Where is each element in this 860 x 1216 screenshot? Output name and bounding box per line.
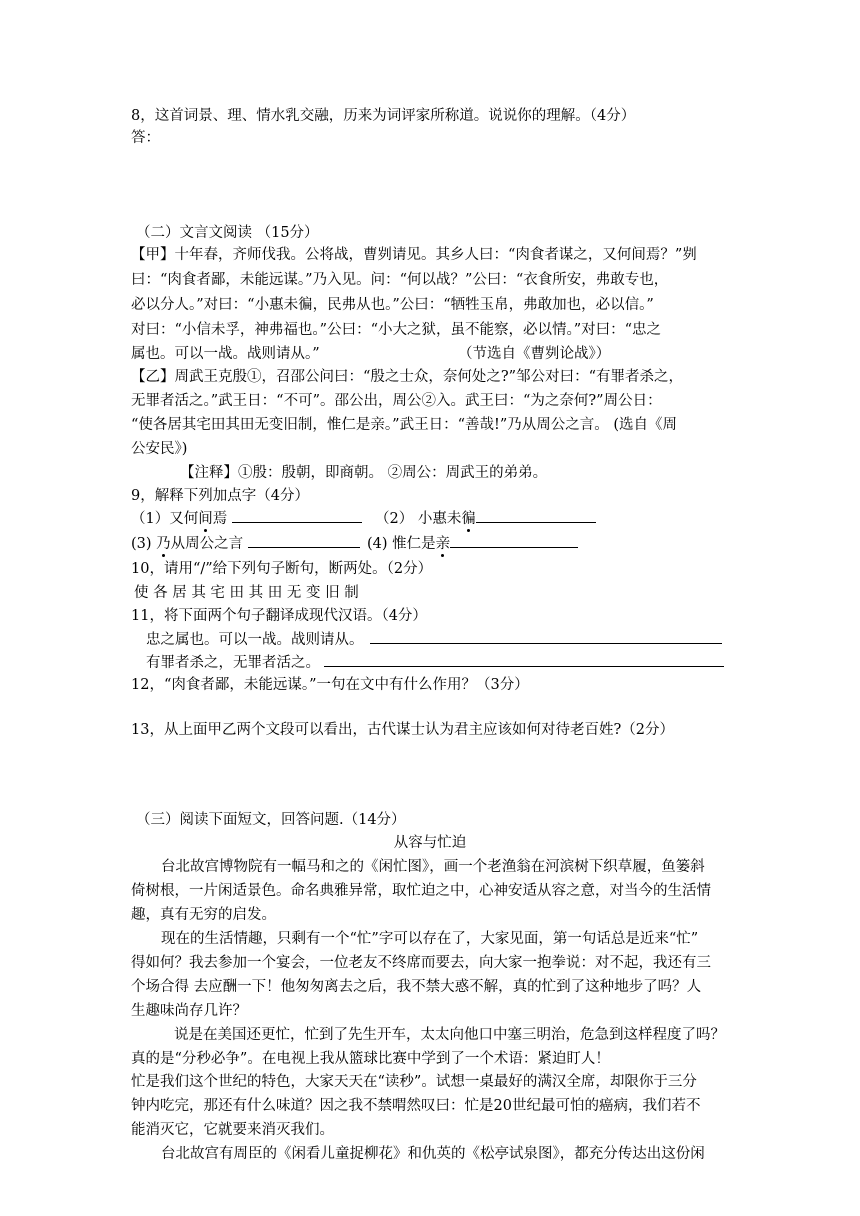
essay-line: 生趣味尚存几许？: [131, 1003, 247, 1019]
question-10: 10，请用“/”给下列句子断句，断两处。（2分）: [131, 561, 433, 577]
passage-jia-line: 必以分人。”对曰：“小惠未徧，民弗从也。”公曰：“牺牲玉帛，弗敢加也，必以信。”: [131, 297, 654, 313]
essay-line: 台北故宫有周臣的《闲看儿童捉柳花》和仇英的《松亭试泉图》，都充分传达出这份闲: [161, 1146, 705, 1162]
essay-line: 现在的生活情趣，只剩有一个“忙”字可以存在了，大家见面，第一句话总是近来“忙”: [161, 931, 699, 947]
question-9: 9，解释下列加点字（4分）: [131, 488, 309, 504]
dotted-char: 乃: [156, 536, 171, 552]
q9-item-2: （2） 小惠未徧: [375, 508, 596, 530]
question-12: 12，“肉食者鄙，未能远谋。”一句在文中有什么作用？（3分）: [131, 677, 529, 693]
passage-jia-line: 属也。可以一战。战则请从。”: [131, 346, 320, 362]
q10-sentence: 使 各 居 其 宅 田 其 田 无 变 旧 制: [134, 585, 359, 601]
answer-blank[interactable]: [232, 508, 362, 523]
essay-line: 倚树根，一片闲适景色。命名典雅异常，取忙迫之中，心神安适从容之意，对当今的生活情: [131, 883, 711, 899]
q9-item-3: (3) 乃从周公之言: [131, 533, 360, 555]
q11-sentence-1: 忠之属也。可以一战。战则请从。: [146, 629, 722, 651]
question-8: 8，这首词景、理、情水乳交融，历来为词评家所称道。说说你的理解。（4分）: [131, 108, 636, 124]
section-3-heading: （三）阅读下面短文，回答问题.（14分）: [136, 812, 406, 828]
essay-line: 得如何？我去参加一个宴会，一位老友不终席而要去，向大家一抱拳说：对不起，我还有三: [131, 955, 711, 971]
essay-line: 说是在美国还更忙，忙到了先生开车，太太向他口中塞三明治，危急到这样程度了吗？: [174, 1027, 725, 1043]
answer-label: 答：: [131, 130, 160, 146]
q11-sentence-2: 有罪者杀之，无罪者活之。: [146, 652, 724, 674]
answer-blank[interactable]: [450, 533, 578, 548]
question-13: 13，从上面甲乙两个文段可以看出，古代谋士认为君主应该如何对待老百姓?（2分）: [131, 722, 674, 738]
passage-jia-line: 【甲】十年春，齐师伐我。公将战，曹刿请见。其乡人曰：“肉食者谋之，又何间焉？”刿: [131, 247, 697, 263]
annotation-note: 【注释】①殷：殷朝，即商朝。 ②周公：周武王的弟弟。: [180, 465, 548, 481]
passage-yi-line: 无罪者活之。”武王日：“不可”。邵公出，周公②入。武王曰：“为之奈何?”周公日：: [131, 393, 662, 409]
answer-blank[interactable]: [324, 652, 724, 667]
answer-blank[interactable]: [248, 533, 360, 548]
passage-yi-line: “使各居其宅田其田无变旧制，惟仁是亲。”武王日：“善哉!”乃从周公之言。 (选自《周: [131, 417, 677, 433]
passage-jia-source: （节选自《曹刿论战》）: [458, 346, 611, 362]
answer-blank[interactable]: [476, 508, 596, 523]
passage-yi-line: 【乙】周武王克殷①，召邵公问曰：“殷之士众，奈何处之?”邹公对曰：“有罪者杀之，: [131, 369, 684, 385]
essay-line: 钟内吃完，那还有什么味道？因之我不禁喟然叹曰：忙是20世纪最可怕的癌病，我们若不: [131, 1098, 701, 1114]
passage-jia-line: 曰：“肉食者鄙，未能远谋。”乃入见。问：“何以战？”公曰：“衣食所安，弗敢专也，: [131, 272, 669, 288]
passage-jia-line: 对曰：“小信未孚，神弗福也。”公曰：“小大之狱，虽不能察，必以情。”对曰：“忠之: [131, 322, 662, 338]
essay-line: 个场合得 去应酬一下！他匆匆离去之后，我不禁大惑不解，真的忙到了这种地步了吗？人: [131, 979, 702, 995]
dotted-char: 间: [198, 511, 213, 527]
dotted-char: 亲: [435, 536, 451, 552]
section-2-heading: （二）文言文阅读 （15分）: [136, 225, 319, 241]
essay-line: 能消灭它，它就要来消灭我们。: [131, 1122, 334, 1138]
answer-blank[interactable]: [370, 629, 722, 644]
essay-title: 从容与忙迫: [393, 835, 467, 851]
essay-line: 台北故宫博物院有一幅马和之的《闲忙图》，画一个老渔翁在河滨树下织草履，鱼篓斜: [161, 859, 705, 875]
q9-item-4: (4) 惟仁是亲: [367, 533, 578, 555]
essay-line: 忙是我们这个世纪的特色，大家天天在“读秒”。试想一桌最好的满汉全席，却限你于三分: [131, 1074, 697, 1090]
q9-item-1: （1）又何间焉: [131, 508, 362, 530]
dotted-char: 徧: [461, 511, 476, 527]
question-11: 11，将下面两个句子翻译成现代汉语。（4分）: [131, 608, 427, 624]
essay-line: 趣，真有无穷的启发。: [131, 907, 276, 923]
passage-yi-line: 公安民》): [131, 441, 188, 457]
essay-line: 真的是“分秒必争”。在电视上我从篮球比赛中学到了一个术语：紧迫盯人！: [131, 1051, 610, 1067]
